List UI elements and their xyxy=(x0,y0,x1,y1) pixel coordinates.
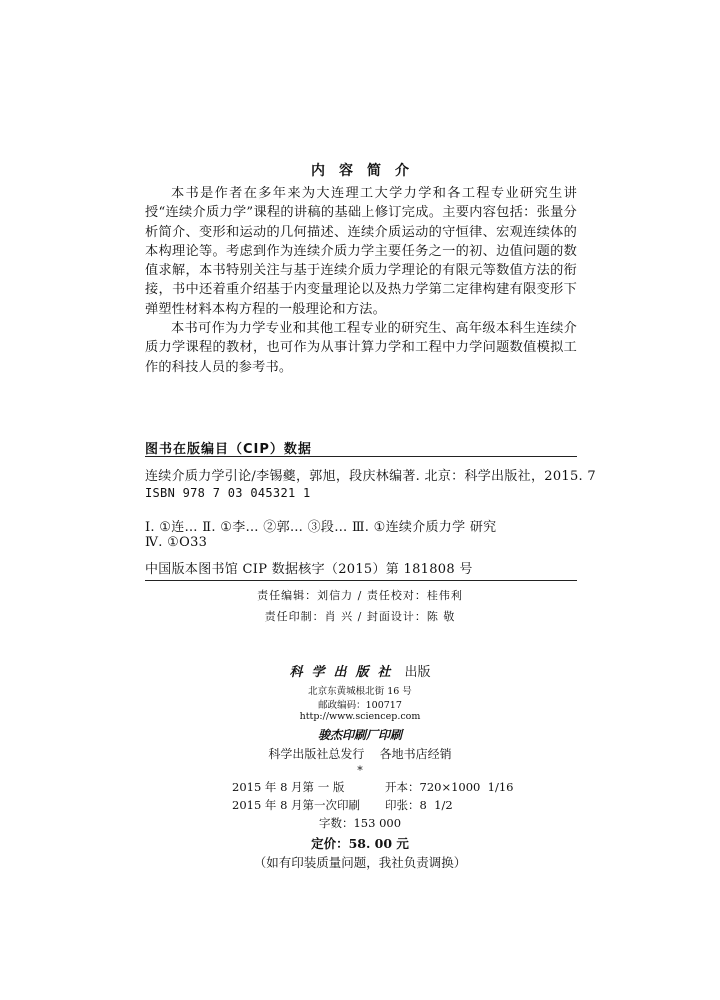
format-size: 开本：720×1000 1/16 xyxy=(385,780,514,794)
cip-isbn: ISBN 978 7 03 045321 1 xyxy=(145,486,311,500)
distribution: 科学出版社总发行 各地书店经销 xyxy=(268,747,452,761)
print-sheets: 印张：8 1/2 xyxy=(385,798,453,812)
edition-date: 2015 年 8 月第 一 版 xyxy=(232,780,345,794)
publisher-address: 北京东黄城根北街 16 号 xyxy=(308,686,412,697)
summary-title: 内容简介 xyxy=(311,163,423,179)
separator-asterisk: * xyxy=(357,764,363,777)
printer: 骏杰印刷厂印刷 xyxy=(317,728,402,742)
summary-paragraph-2: 本书可作为力学专业和其他工程专业的研究生、高年级本科生连续介质力学课程的教材，也可作为从事计算力学和工程中力学问题数值模拟工作的科技人员的参考书。 xyxy=(145,321,577,375)
publisher-url: http://www.sciencep.com xyxy=(299,711,421,722)
price: 定价：58. 00 元 xyxy=(311,836,409,851)
cip-top-rule xyxy=(145,456,577,457)
publisher-line xyxy=(0,661,720,680)
cip-citation: 连续介质力学引论/李锡夔，郭旭，段庆林编著. 北京：科学出版社，2015. 7 xyxy=(145,469,596,484)
publisher-name: 科学出版社 xyxy=(289,665,400,680)
publisher-suffix: 出版 xyxy=(404,665,431,680)
word-count: 字数：153 000 xyxy=(318,816,402,830)
cip-classification: Ⅳ. ①O33 xyxy=(145,535,208,550)
cip-heading: 图书在版编目（CIP）数据 xyxy=(145,442,312,457)
publisher-postcode: 邮政编码：100717 xyxy=(318,700,402,711)
summary-paragraph-1: 本书是作者在多年来为大连理工大学力学和各工程专业研究生讲授“连续介质力学”课程的讲稿的基础上修订完成。主要内容包括：张量分析简介、变形和运动的几何描述、连续介质运动的守恒律、宏观连续体的本构理论等。考虑到作为连续介质力学主要任务之一的初、边值问题的数值求解，本书特别关注与基于连续介质力学理论的有限元等数值方法的衔接，书中还着重介绍基于内变量理论以及热力学第二定律构建有限变形下弹塑性材料本构方程的一般理论和方法。 xyxy=(145,186,577,317)
credits-editors: 责任编辑：刘信力 / 责任校对：桂伟利 xyxy=(257,589,463,602)
credits-production: 责任印制：肖 兴 / 封面设计：陈 敬 xyxy=(264,610,456,623)
cip-bottom-rule xyxy=(145,580,577,581)
quality-notice: （如有印装质量问题，我社负责调换） xyxy=(253,855,467,870)
printing-date: 2015 年 8 月第一次印刷 xyxy=(232,798,361,812)
cip-record-number: 中国版本图书馆 CIP 数据核字（2015）第 181808 号 xyxy=(145,562,473,577)
cip-subject-line: Ⅰ. ①连… Ⅱ. ①李… ②郭… ③段… Ⅲ. ①连续介质力学 研究 xyxy=(145,520,497,535)
